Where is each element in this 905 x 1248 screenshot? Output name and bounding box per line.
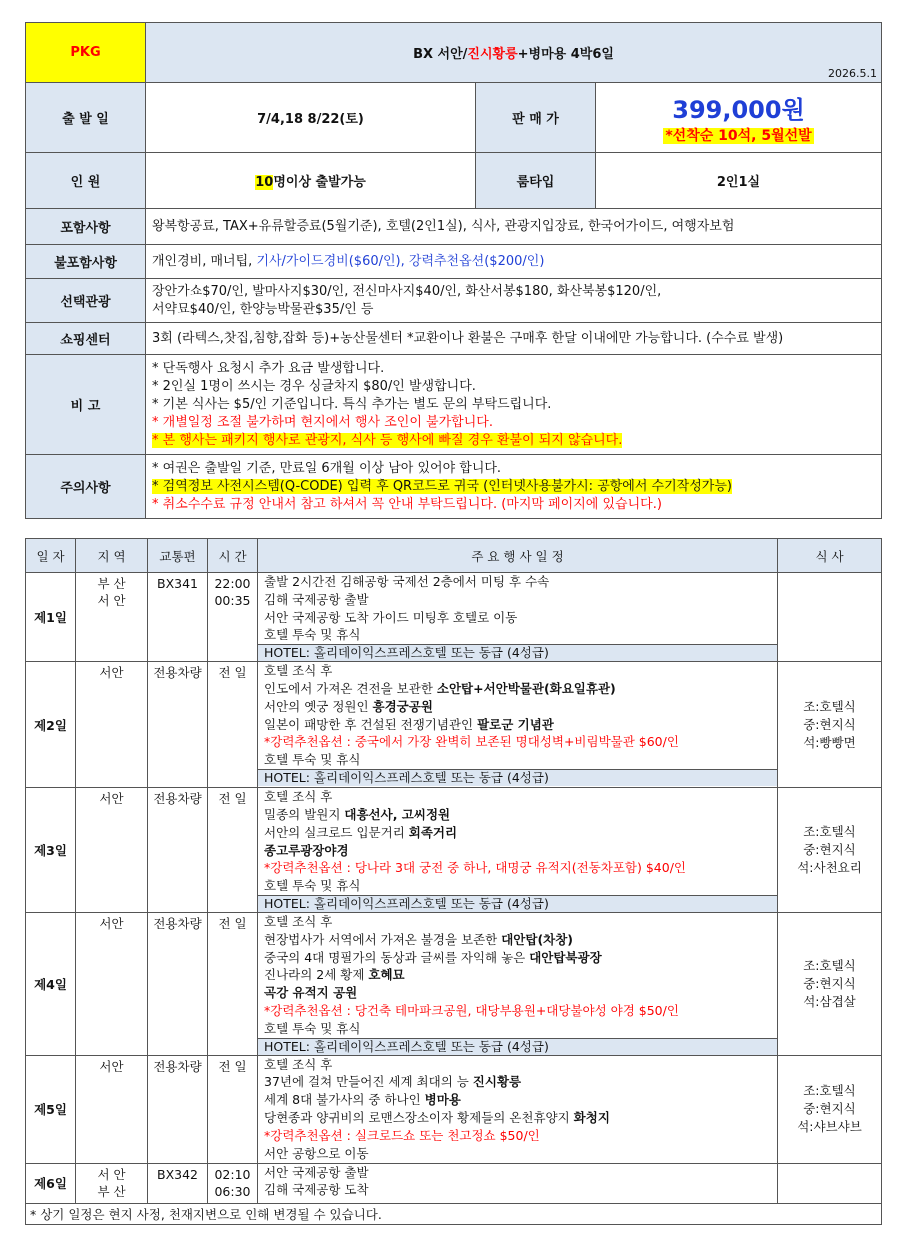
hotel-line: HOTEL: 홀리데이익스프레스호텔 또는 동급 (4성급) [258, 769, 777, 786]
remarks-text: * 단독행사 요청시 추가 요금 발생합니다. * 2인실 1명이 쓰시는 경우 싱글차지 $80/인 발생합니다. * 기본 식사는 $5/인 기준입니다. 특식 추가는 별도 문의 부탁드립니다. * 개별일정 조절 불가하며 현지에서 행사 조인이 불가합니다. * 본 행사는 패키지 행사로 관광지, 식사 등 행사에 빠질 경우 환불이 되지 않습니다. [146, 355, 882, 455]
day-activities [258, 912, 778, 1055]
activity-line: 서안의 옛궁 정원인 흥경궁공원 [264, 698, 433, 714]
recommended-option: *강력추천옵션 : 당건축 테마파크공원, 대당부용원+대당불야성 야경 $50/인 [264, 1002, 679, 1018]
shopping-text: 3회 (라텍스,찻집,침향,잡화 등)+농산물센터 *교환이나 환불은 구매후 한달 이내에만 가능합니다. (수수료 발생) [146, 323, 882, 355]
day-time: 22:00 00:35 [208, 573, 258, 662]
activity-line: 인도에서 가져온 견전을 보관한 소안탑+서안박물관(화요일휴관) [264, 680, 616, 696]
day-label: 제6일 [26, 1163, 76, 1203]
day-activities [258, 662, 778, 788]
hotel-line: HOTEL: 홀리데이익스프레스호텔 또는 동급 (4성급) [258, 644, 777, 661]
exclude-label: 불포함사항 [26, 245, 146, 279]
people-text: 명이상 출발가능 [273, 175, 366, 190]
activity-line: 김해 국제공항 출발 [264, 591, 369, 607]
itinerary-header-cell: 교통편 [148, 539, 208, 573]
price-label: 판 매 가 [476, 83, 596, 153]
tour-info-table [25, 22, 882, 519]
day-time: 전 일 [208, 1055, 258, 1163]
price-cell [596, 83, 882, 153]
recommended-option: *강력추천옵션 : 실크로드쇼 또는 천고정쇼 $50/인 [264, 1127, 540, 1143]
activity-line: 밀종의 발원지 대흥선사, 고씨정원 [264, 806, 451, 822]
sight-name: 진시황릉 [472, 1074, 522, 1090]
itinerary-day-row [26, 662, 882, 788]
itinerary-header-cell: 일 자 [26, 539, 76, 573]
activity-line: 서안 국제공항 도착 가이드 미팅후 호텔로 이동 [264, 609, 518, 625]
activity-line: 호텔 조식 후 [264, 1056, 333, 1072]
day-label: 제2일 [26, 662, 76, 788]
day-activities [258, 788, 778, 913]
activity-line: 세계 8대 불가사의 중 하나인 병마용 [264, 1092, 461, 1108]
activity-line: 출발 2시간전 김해공항 국제선 2층에서 미팅 후 수속 [264, 574, 550, 589]
activity-line: 호텔 투숙 및 휴식 [264, 752, 361, 768]
sight-name: 호혜묘 [368, 967, 405, 983]
activity-line: 37년에 걸쳐 만들어진 세계 최대의 능 진시황릉 [264, 1074, 522, 1090]
activity-line: 서안 공항으로 이동 [264, 1145, 369, 1161]
day-label: 제5일 [26, 1055, 76, 1163]
document-date: 2026.5.1 [828, 67, 878, 80]
day-transport: BX342 [148, 1163, 208, 1203]
itinerary-day-row [26, 573, 882, 662]
hotel-line: HOTEL: 홀리데이익스프레스호텔 또는 동급 (4성급) [258, 895, 777, 912]
day-label: 제1일 [26, 573, 76, 662]
itinerary-header-cell: 식 사 [778, 539, 882, 573]
caution-text: * 여권은 출발일 기준, 만료일 6개월 이상 남아 있어야 합니다. * 검역정보 사전시스템(Q-CODE) 입력 후 QR코드로 귀국 (인터넷사용불가시: 공항에서 수기작성가능) * 취소수수료 규정 안내서 참고 하셔서 꼭 안내 부탁드립니다. (마지막 페이지에 있습니다.) [146, 455, 882, 519]
day-meals: 조:호텔식 중:현지식 석:빵빵면 [778, 662, 882, 788]
day-region: 서 안 부 산 [76, 1163, 148, 1203]
day-region: 서안 [76, 1055, 148, 1163]
exclude-text: 개인경비, 매너팁, 기사/가이드경비($60/인), 강력추천옵션($200/인) [146, 245, 882, 279]
itinerary-table [25, 538, 882, 1225]
hotel-line: HOTEL: 홀리데이익스프레스호텔 또는 동급 (4성급) [258, 1038, 777, 1055]
day-time: 전 일 [208, 788, 258, 913]
include-text: 왕복항공료, TAX+유류할증료(5월기준), 호텔(2인1실), 식사, 관광지입장료, 한국어가이드, 여행자보험 [146, 209, 882, 245]
itinerary-day-row [26, 1163, 882, 1203]
day-meals [778, 1163, 882, 1203]
activity-line: 호텔 조식 후 [264, 789, 333, 805]
people-value [146, 153, 476, 209]
itinerary-day-row [26, 912, 882, 1055]
itinerary-header-row [26, 539, 882, 573]
activity-line: 서안의 실크로드 입문거리 회족거리 [264, 824, 458, 840]
sight-name: 흥경궁공원 [372, 698, 433, 714]
option-tour-label: 선택관광 [26, 279, 146, 323]
activity-line [264, 984, 777, 1002]
activity-line: 당현종과 양귀비의 로맨스장소이자 황제들의 온천휴양지 화청지 [264, 1109, 610, 1125]
activity-line [264, 842, 777, 860]
day-time: 전 일 [208, 662, 258, 788]
people-min-count: 10 [255, 175, 274, 190]
day-region: 서안 [76, 788, 148, 913]
itinerary-header-cell: 지 역 [76, 539, 148, 573]
depart-dates: 7/4,18 8/22(토) [146, 83, 476, 153]
day-meals [778, 573, 882, 662]
sight-name: 팔로군 기념관 [477, 716, 554, 732]
tour-title [146, 23, 882, 83]
day-region: 서안 [76, 912, 148, 1055]
remarks-label: 비 고 [26, 355, 146, 455]
day-transport: BX341 [148, 573, 208, 662]
day-activities [258, 1163, 778, 1203]
day-meals: 조:호텔식 중:현지식 석:삼겹살 [778, 912, 882, 1055]
price-promo-note: *선착순 10석, 5월선발 [665, 128, 812, 144]
recommended-option: *강력추천옵션 : 당나라 3대 궁전 중 하나, 대명궁 유적지(전동차포함) $40/인 [264, 860, 686, 876]
title-suffix: +병마용 4박6일 [517, 47, 614, 62]
exclude-fees: 기사/가이드경비($60/인), 강력추천옵션($200/인) [256, 253, 545, 269]
day-meals: 조:호텔식 중:현지식 석:사천요리 [778, 788, 882, 913]
sight-name: 병마용 [424, 1092, 461, 1108]
day-region: 부 산 서 안 [76, 573, 148, 662]
room-value: 2인1실 [596, 153, 882, 209]
activity-line: 호텔 투숙 및 휴식 [264, 627, 361, 643]
day-time: 02:10 06:30 [208, 1163, 258, 1203]
sight-name: 대안탑(차창) [501, 931, 574, 947]
activity-line: 김해 국제공항 도착 [264, 1182, 369, 1198]
itinerary-day-row [26, 788, 882, 913]
activity-line: 호텔 조식 후 [264, 913, 333, 929]
title-prefix: BX 서안/ [413, 47, 468, 62]
caution-label: 주의사항 [26, 455, 146, 519]
day-time: 전 일 [208, 912, 258, 1055]
people-label: 인 원 [26, 153, 146, 209]
shopping-label: 쇼핑센터 [26, 323, 146, 355]
day-region: 서안 [76, 662, 148, 788]
activity-line: 중국의 4대 명필가의 동상과 글씨를 자익해 놓은 대안탑북광장 [264, 949, 602, 965]
sight-name: 소안탑+서안박물관(화요일휴관) [436, 680, 616, 696]
day-transport: 전용차량 [148, 1055, 208, 1163]
activity-line: 호텔 투숙 및 휴식 [264, 1020, 361, 1036]
sight-name: 종고루광장야경 [264, 842, 349, 858]
day-transport: 전용차량 [148, 912, 208, 1055]
day-transport: 전용차량 [148, 662, 208, 788]
activity-line: 호텔 투숙 및 휴식 [264, 878, 361, 894]
day-activities [258, 1055, 778, 1163]
sight-name: 화청지 [573, 1109, 610, 1125]
price-value: 399,000원 [672, 96, 805, 124]
pkg-badge: PKG [26, 23, 146, 83]
day-activities [258, 573, 778, 662]
recommended-option: *강력추천옵션 : 중국에서 가장 완벽히 보존된 명대성벽+비림박물관 $60/인 [264, 734, 679, 750]
day-meals: 조:호텔식 중:현지식 석:샤브샤브 [778, 1055, 882, 1163]
itinerary-footnote: * 상기 일정은 현지 사정, 천재지변으로 인해 변경될 수 있습니다. [26, 1203, 882, 1224]
activity-line: 서안 국제공항 출발 [264, 1164, 369, 1180]
day-label: 제3일 [26, 788, 76, 913]
activity-line: 호텔 조식 후 [264, 663, 333, 679]
activity-line: 현장법사가 서역에서 가져온 불경을 보존한 대안탑(차창) [264, 931, 574, 947]
day-transport: 전용차량 [148, 788, 208, 913]
sight-name: 대안탑북광장 [529, 949, 602, 965]
include-label: 포함사항 [26, 209, 146, 245]
title-highlight: 진시황릉 [467, 47, 518, 62]
activity-line: 일본이 패망한 후 건설된 전쟁기념관인 팔로군 기념관 [264, 716, 554, 732]
activity-line: 진나라의 2세 황제 호혜묘 [264, 967, 405, 983]
itinerary-day-row [26, 1055, 882, 1163]
sight-name: 곡강 유적지 공원 [264, 985, 358, 1001]
sight-name: 회족거리 [408, 824, 458, 840]
itinerary-header-cell: 시 간 [208, 539, 258, 573]
depart-label: 출 발 일 [26, 83, 146, 153]
itinerary-header-cell: 주 요 행 사 일 정 [258, 539, 778, 573]
day-label: 제4일 [26, 912, 76, 1055]
room-label: 룸타입 [476, 153, 596, 209]
option-tour-text: 장안가쇼$70/인, 발마사지$30/인, 전신마사지$40/인, 화산서봉$180, 화산북봉$120/인, 서약묘$40/인, 한양능박물관$35/인 등 [146, 279, 882, 323]
sight-name: 대흥선사, 고씨정원 [344, 806, 451, 822]
